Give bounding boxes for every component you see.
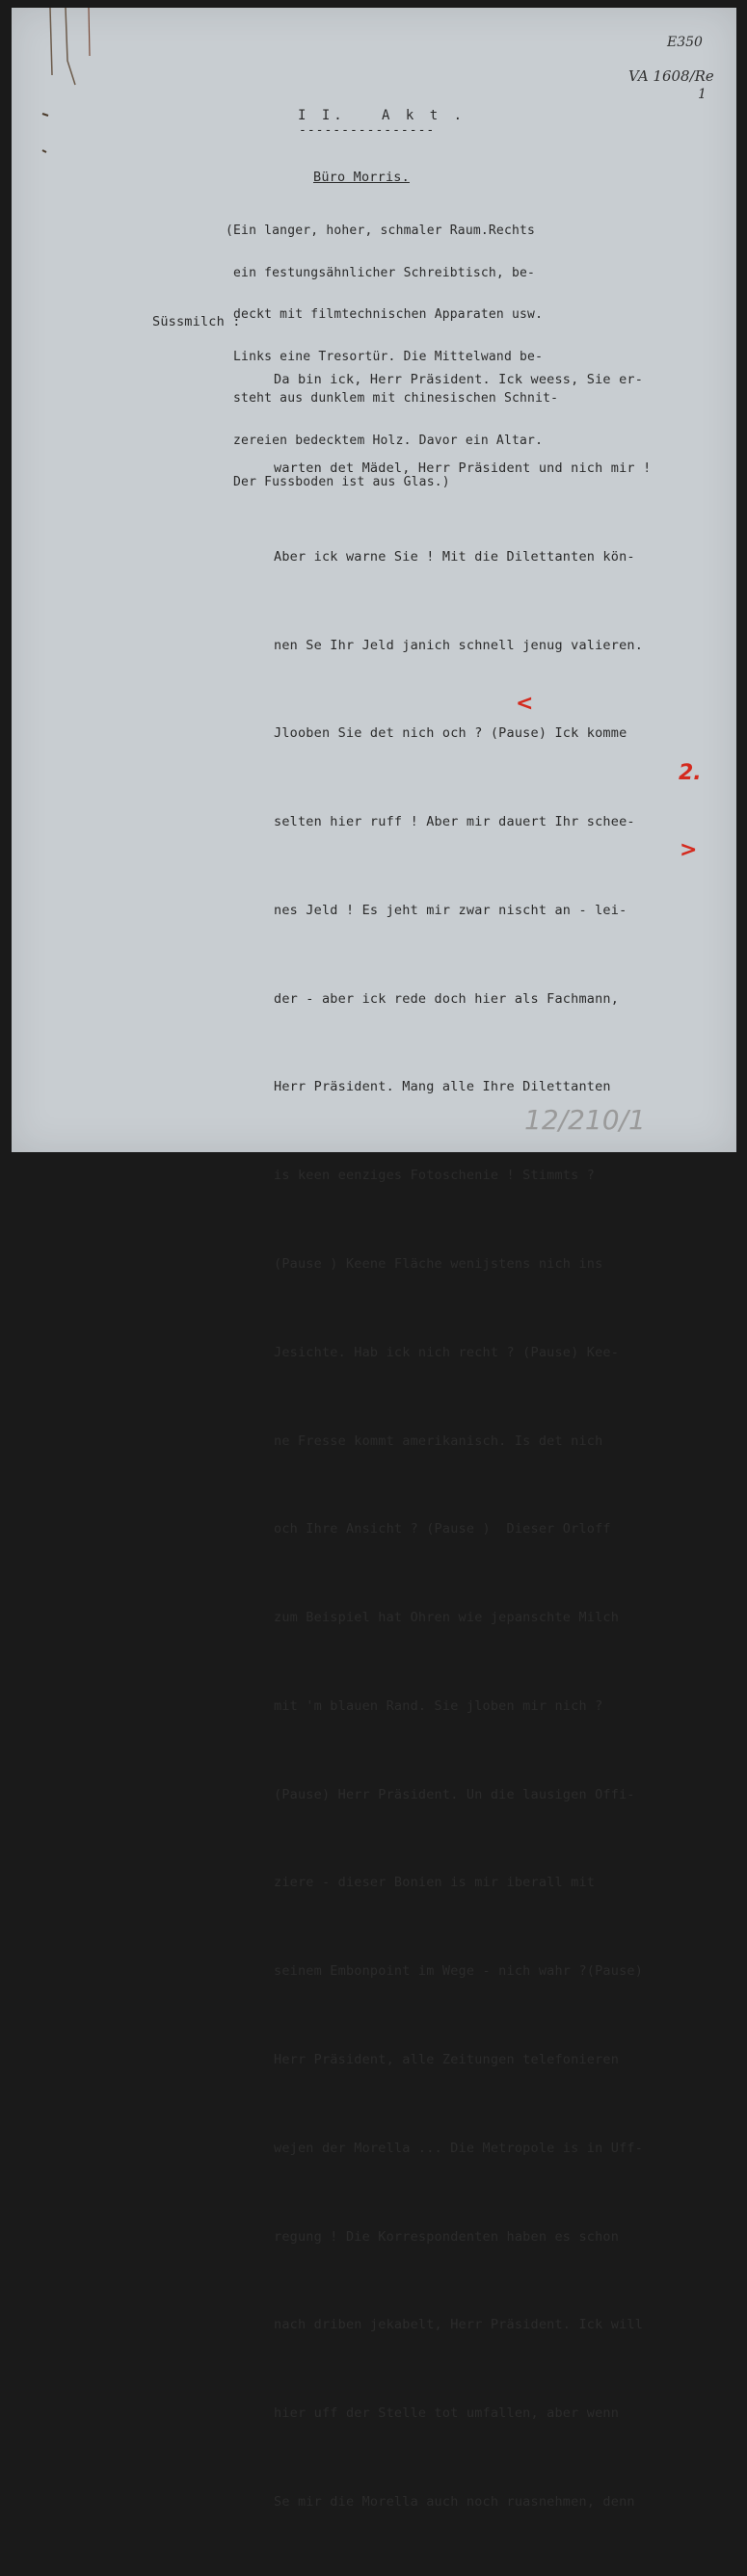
dialogue-line: mit 'm blauen Rand. Sie jloben mir nich ?	[274, 1697, 603, 1714]
dialogue-line: Herr Präsident. Mang alle Ihre Dilettanten	[274, 1079, 611, 1095]
dialogue-line: nen Se Ihr Jeld janich schnell jenug valieren.	[274, 637, 644, 653]
dialogue-line: (Pause ) Keene Fläche wenijstens nich ins	[274, 1256, 603, 1272]
dialogue-line: regung ! Die Korrespondenten haben es schon	[274, 2228, 620, 2245]
act-title: I I. A k t .	[298, 108, 467, 123]
dialogue-line: ne Fresse kommt amerikanisch. Is det nich	[274, 1433, 603, 1449]
stage-line: zereien bedecktem Holz. Davor ein Altar.	[226, 433, 544, 448]
dialogue-line: seinem Embonpoint im Wege - nich wahr ?(Pause)	[274, 1963, 644, 1980]
dialogue-line: warten det Mädel, Herr Präsident und nich mir !	[274, 460, 652, 476]
dialogue-line: nach driben jekabelt, Herr Präsident. Ick will	[274, 2317, 644, 2333]
archive-mark-signature-sub: 1	[698, 87, 707, 102]
red-arrow-right-icon: >	[680, 838, 698, 862]
dialogue-line: Da bin ick, Herr Präsident. Ick weess, Sie er-	[274, 372, 644, 388]
dialogue-line: nes Jeld ! Es jeht mir zwar nischt an - lei-	[274, 902, 627, 918]
red-number-mark: 2.	[679, 761, 702, 785]
dialogue-line: och Ihre Ansicht ? (Pause ) Dieser Orloff	[274, 1521, 611, 1538]
stage-line: steht aus dunklem mit chinesischen Schnit-	[226, 391, 559, 406]
dialogue-line: Se mir die Morella auch noch ruasnehmen, denn	[274, 2493, 635, 2510]
dialogue-line: selten hier ruff ! Aber mir dauert Ihr schee-	[274, 814, 635, 830]
dialogue-line: zum Beispiel hat Ohren wie jepanschte Milch	[274, 1610, 620, 1626]
dialogue-block	[274, 306, 651, 2576]
stage-line: deckt mit filmtechnischen Apparaten usw.	[226, 307, 544, 322]
stage-line: ein festungsähnlicher Schreibtisch, be-	[226, 265, 536, 280]
dialogue-line: hier uff der Stelle tot umfallen, aber wenn	[274, 2405, 620, 2422]
dialogue-line: der - aber ick rede doch hier als Fachmann,	[274, 990, 620, 1007]
binding-marks	[39, 8, 96, 162]
stage-line: Der Fussboden ist aus Glas.)	[226, 475, 450, 489]
speaker-name: Süssmilch :	[152, 314, 241, 329]
dialogue-line: Aber ick warne Sie ! Mit die Dilettanten kön-	[274, 548, 635, 565]
stage-line: Links eine Tresortür. Die Mittelwand be-	[226, 349, 544, 364]
act-title-underline: ----------------	[299, 123, 436, 138]
archive-mark-top: E350	[667, 35, 703, 50]
red-arrow-left-icon: <	[516, 692, 534, 716]
archive-mark-bottom: 12/210/1	[524, 1104, 646, 1136]
archive-mark-signature: VA 1608/Re	[628, 67, 714, 85]
dialogue-line: (Pause) Herr Präsident. Un die lausigen Offi-	[274, 1786, 635, 1802]
dialogue-line: Jesichte. Hab ick nich recht ? (Pause) Kee-	[274, 1344, 620, 1360]
dialogue-line: Jlooben Sie det nich och ? (Pause) Ick komme	[274, 725, 627, 742]
dialogue-line: ziere - dieser Bonien is mir iberall mit	[274, 1875, 596, 1891]
dialogue-line: is keen eenziges Fotoschenie ! Stimmts ?	[274, 1168, 596, 1184]
typescript-page	[12, 8, 736, 2510]
stage-line: (Ein langer, hoher, schmaler Raum.Rechts	[226, 223, 536, 238]
dialogue-line: Herr Präsident, alle Zeitungen telefonieren	[274, 2052, 620, 2068]
dialogue-line: wejen der Morella ... Die Metropole is in Uff-	[274, 2140, 644, 2156]
scene-heading: Büro Morris.	[313, 170, 410, 185]
